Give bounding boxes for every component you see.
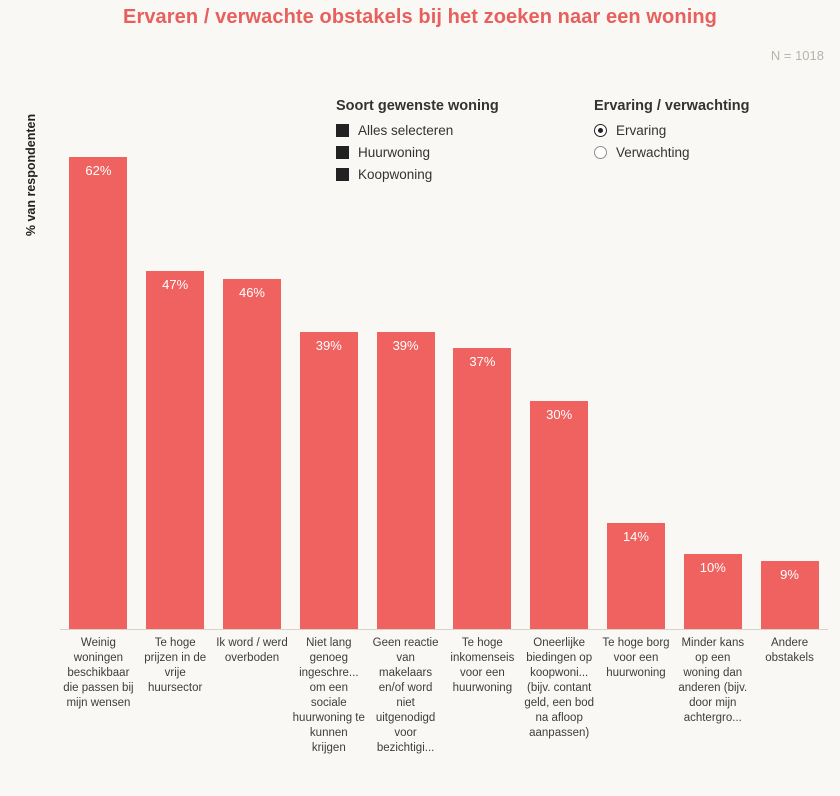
x-tick-label: Te hoge borg voor een huurwoning — [602, 637, 670, 679]
x-axis-line — [60, 629, 828, 630]
bar[interactable] — [69, 157, 127, 630]
legend-item-label: Koopwoning — [358, 167, 433, 182]
bar-slot — [367, 96, 444, 630]
bar-value-label: 62% — [85, 163, 112, 178]
x-axis-tick-labels — [60, 636, 828, 756]
bar-value-label: 9% — [780, 567, 799, 582]
bar-slot — [290, 96, 367, 630]
x-tick-label: Andere obstakels — [765, 637, 814, 664]
bar-value-label: 10% — [699, 560, 726, 575]
bar-slot — [214, 96, 291, 630]
bar-slot — [137, 96, 214, 630]
plot-area — [60, 96, 828, 630]
bar-slot — [751, 96, 828, 630]
bar-value-label: 39% — [392, 338, 419, 353]
legend-item-label: Alles selecteren — [358, 123, 454, 138]
bar-slot — [60, 96, 137, 630]
legend-title-housing-type: Soort gewenste woning — [336, 98, 499, 114]
bar-value-label: 39% — [315, 338, 342, 353]
bar[interactable] — [684, 554, 742, 630]
bar[interactable] — [530, 401, 588, 630]
sample-size-label: N = 1018 — [770, 48, 824, 63]
page-title: Ervaren / verwachte obstakels bij het zoeken naar een woning — [123, 6, 717, 28]
bar-value-label: 46% — [238, 285, 265, 300]
bar-value-label: 30% — [546, 407, 573, 422]
bar[interactable] — [146, 271, 204, 630]
radio-option-label: Verwachting — [616, 145, 690, 160]
bar-series — [60, 96, 828, 630]
legend-item-label: Huurwoning — [358, 145, 431, 160]
bar-value-label: 47% — [162, 277, 189, 292]
bar[interactable] — [300, 332, 358, 630]
bar[interactable] — [453, 348, 511, 630]
x-tick-label: Niet lang genoeg ingeschre... om een sociale huurwoning te kunnen krijgen — [292, 637, 365, 754]
x-tick-label: Te hoge prijzen in de vrije huursector — [144, 637, 207, 694]
bar[interactable] — [607, 523, 665, 630]
radio-option-label: Ervaring — [616, 123, 667, 138]
y-axis-label: % van respondenten — [24, 113, 38, 237]
x-tick-label: Oneerlijke biedingen op koopwoni... (bijv. contant geld, een bod na afloop aanpassen) — [524, 637, 595, 739]
x-tick-label: Weinig woningen beschikbaar die passen bij mijn wensen — [63, 637, 134, 709]
bar-slot — [521, 96, 598, 630]
legend-title-experience: Ervaring / verwachting — [594, 98, 750, 114]
x-tick-label: Te hoge inkomenseis voor een huurwoning — [450, 637, 515, 694]
bar[interactable] — [761, 561, 819, 630]
bar[interactable] — [223, 279, 281, 630]
bar[interactable] — [377, 332, 435, 630]
x-tick-label: Minder kans op een woning dan anderen (bijv. door mijn achtergro... — [678, 637, 748, 724]
x-tick-label: Geen reactie van makelaars en/of word niet uitgenodigd voor bezichtigi... — [372, 637, 439, 754]
x-tick-label: Ik word / werd overboden — [216, 637, 288, 664]
bar-slot — [444, 96, 521, 630]
bar-slot — [598, 96, 675, 630]
bar-value-label: 14% — [622, 529, 649, 544]
bar-slot — [674, 96, 751, 630]
bar-value-label: 37% — [469, 354, 496, 369]
